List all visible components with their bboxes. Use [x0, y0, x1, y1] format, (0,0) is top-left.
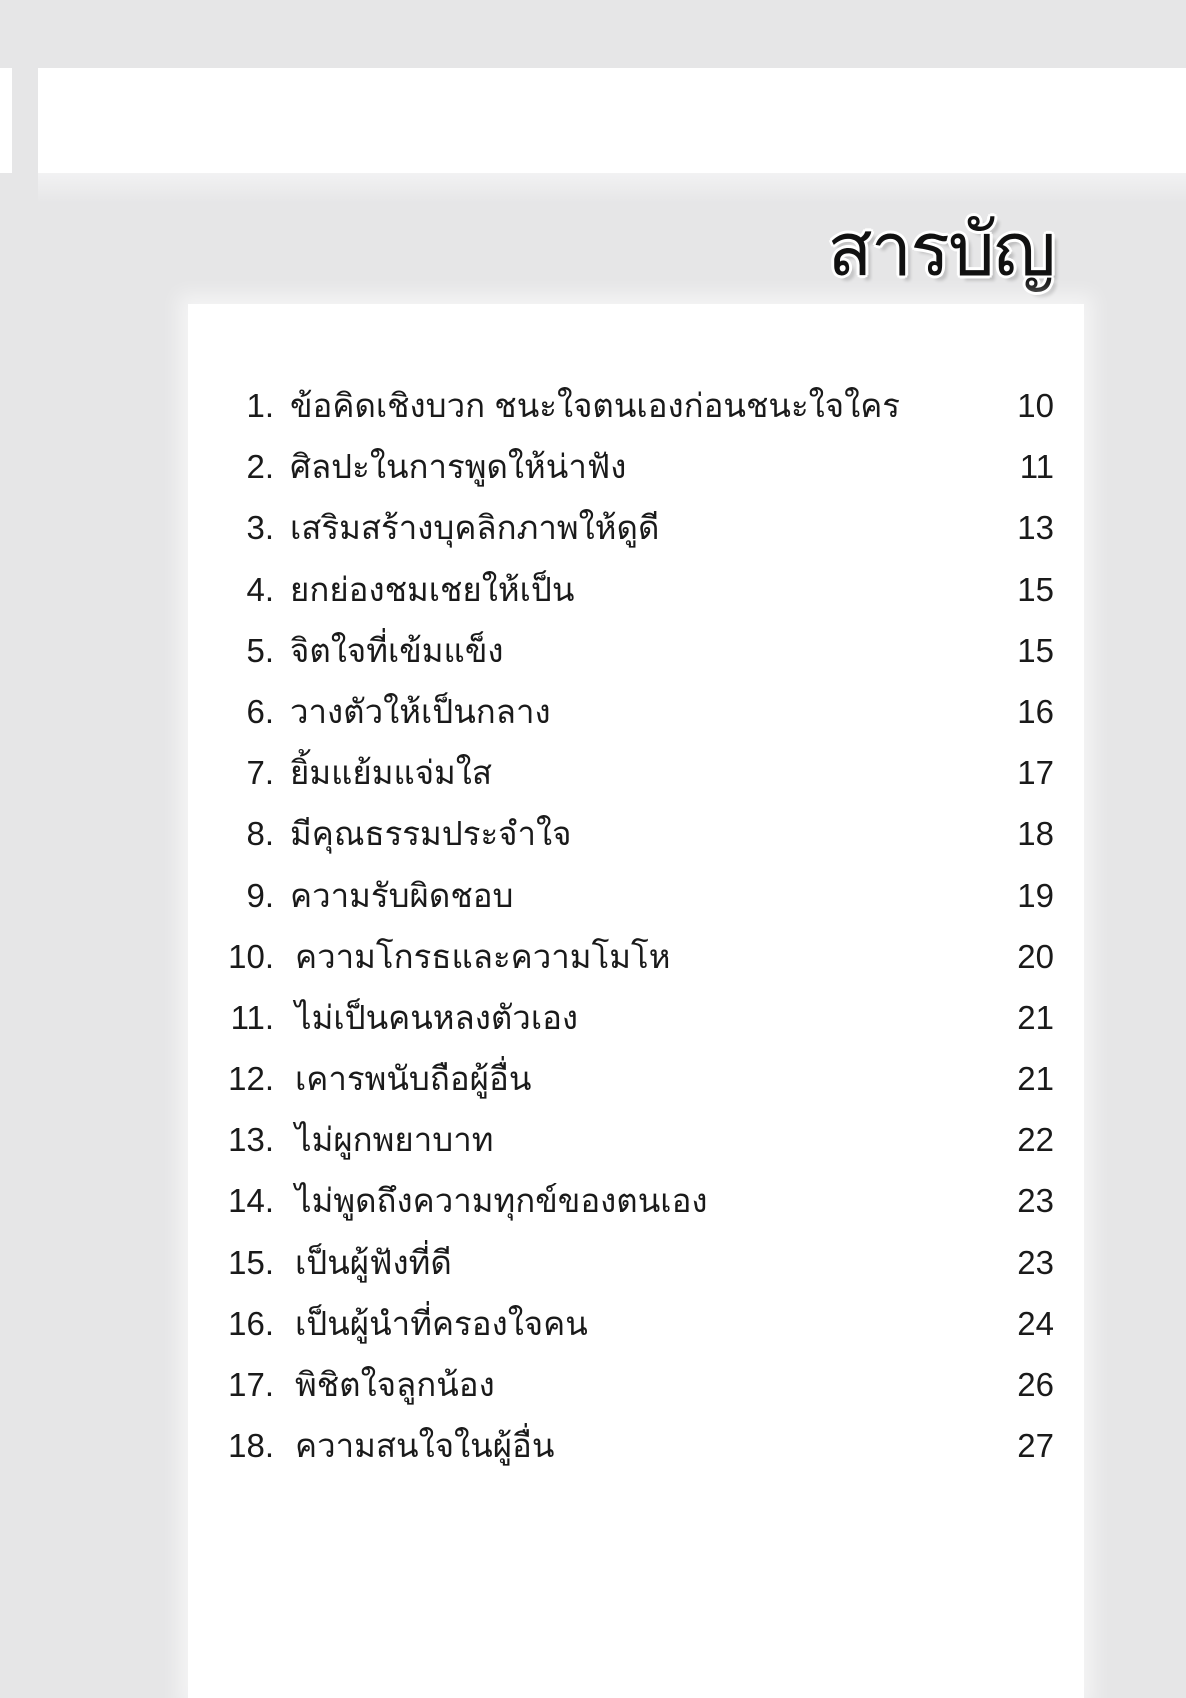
toc-entry	[188, 1293, 1084, 1354]
toc-entry-title: ไม่พูดถึงความทุกข์ของตนเอง	[295, 1182, 708, 1220]
frame-shadow	[38, 173, 1186, 203]
toc-entry-number: 7.	[246, 754, 274, 792]
toc-entry-title: ยกย่องชมเชยให้เป็น	[290, 570, 575, 608]
toc-entry-title: วางตัวให้เป็นกลาง	[290, 692, 551, 730]
toc-entry	[188, 742, 1084, 803]
page-title: สารบัญ	[827, 207, 1054, 293]
toc-entry-number: 13.	[228, 1121, 274, 1159]
toc-entry-page: 20	[1017, 937, 1054, 975]
toc-entry	[188, 1170, 1084, 1231]
toc-entry	[188, 1232, 1084, 1293]
toc-entry-number: 3.	[246, 509, 274, 547]
toc-entry	[188, 375, 1084, 436]
toc-entry-title: ไม่เป็นคนหลงตัวเอง	[295, 998, 579, 1036]
toc-entry-title: เคารพนับถือผู้อื่น	[295, 1060, 532, 1098]
toc-entry-page: 21	[1017, 998, 1054, 1036]
toc-entry-page: 23	[1017, 1243, 1054, 1281]
toc-entry-number: 8.	[246, 815, 274, 853]
toc-entry	[188, 1048, 1084, 1109]
frame-left-strip	[0, 68, 12, 173]
toc-entry-title: เป็นผู้นำที่ครองใจคน	[295, 1304, 588, 1342]
toc-entry-number: 2.	[246, 448, 274, 486]
toc-list	[188, 375, 1084, 1476]
toc-entry-number: 5.	[246, 631, 274, 669]
toc-entry-page: 15	[1017, 631, 1054, 669]
toc-entry	[188, 803, 1084, 864]
toc-entry-title: ศิลปะในการพูดให้น่าฟัง	[290, 448, 627, 486]
toc-entry-title: จิตใจที่เข้มแข็ง	[290, 631, 504, 669]
toc-entry-page: 22	[1017, 1121, 1054, 1159]
toc-entry	[188, 1354, 1084, 1415]
toc-entry-number: 12.	[228, 1060, 274, 1098]
toc-entry-title: ความรับผิดชอบ	[290, 876, 514, 914]
toc-entry-title: ข้อคิดเชิงบวก ชนะใจตนเองก่อนชนะใจใคร	[290, 387, 901, 424]
toc-entry-page: 11	[1019, 448, 1054, 486]
toc-entry	[188, 620, 1084, 681]
toc-entry	[188, 926, 1084, 987]
toc-entry-page: 23	[1017, 1182, 1054, 1220]
toc-entry-number: 18.	[228, 1427, 274, 1465]
toc-entry-page: 26	[1017, 1366, 1054, 1403]
toc-entry-number: 16.	[228, 1304, 274, 1342]
toc-entry-page: 17	[1017, 754, 1054, 792]
toc-entry-page: 19	[1017, 876, 1054, 914]
toc-entry	[188, 559, 1084, 620]
toc-entry-page: 13	[1017, 509, 1054, 547]
toc-entry-number: 9.	[246, 876, 274, 914]
toc-entry	[188, 497, 1084, 558]
toc-entry-page: 10	[1017, 387, 1054, 424]
toc-entry-title: ความโกรธและความโมโห	[295, 937, 671, 975]
toc-entry	[188, 865, 1084, 926]
toc-entry-page: 16	[1017, 692, 1054, 730]
toc-entry	[188, 987, 1084, 1048]
toc-entry-title: มีคุณธรรมประจำใจ	[290, 815, 572, 853]
toc-entry-number: 11.	[230, 998, 274, 1036]
toc-entry-number: 14.	[228, 1182, 274, 1220]
frame-top-band	[38, 68, 1186, 173]
toc-entry-title: เสริมสร้างบุคลิกภาพให้ดูดี	[290, 509, 660, 547]
toc-entry	[188, 1415, 1084, 1476]
toc-entry	[188, 436, 1084, 497]
toc-entry-number: 6.	[246, 692, 274, 730]
toc-entry	[188, 681, 1084, 742]
toc-entry-page: 21	[1017, 1060, 1054, 1098]
toc-entry-number: 17.	[228, 1366, 274, 1403]
toc-entry-title: ความสนใจในผู้อื่น	[295, 1427, 555, 1465]
toc-entry-page: 18	[1017, 815, 1054, 853]
toc-entry-title: พิชิตใจลูกน้อง	[295, 1366, 495, 1403]
toc-entry-title: ยิ้มแย้มแจ่มใส	[290, 754, 493, 792]
toc-entry-page: 15	[1017, 570, 1054, 608]
toc-entry-title: ไม่ผูกพยาบาท	[295, 1121, 494, 1159]
toc-entry-page: 24	[1017, 1304, 1054, 1342]
toc-entry-number: 15.	[228, 1243, 274, 1281]
toc-entry-number: 4.	[246, 570, 274, 608]
toc-card	[188, 304, 1084, 1698]
toc-entry	[188, 1109, 1084, 1170]
toc-entry-number: 10.	[228, 937, 274, 975]
toc-entry-page: 27	[1017, 1427, 1054, 1465]
toc-entry-title: เป็นผู้ฟังที่ดี	[295, 1243, 452, 1281]
toc-entry-number: 1.	[246, 387, 274, 424]
